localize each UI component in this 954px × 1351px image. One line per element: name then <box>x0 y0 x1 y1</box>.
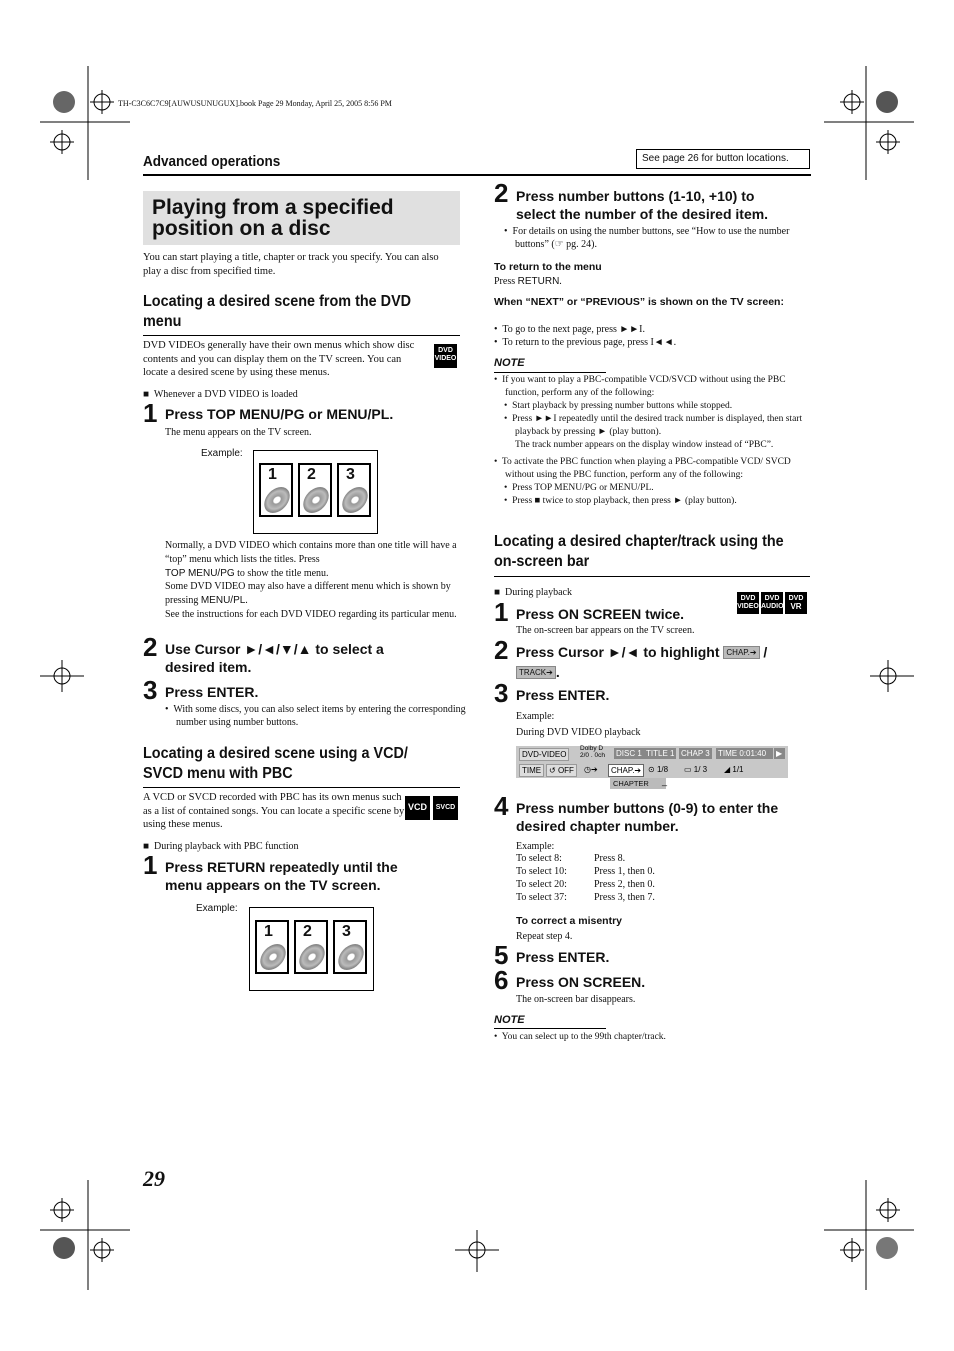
pbc-notes: • If you want to play a PBC-compatible VCD/SVCD without using the PBC function, perform any of the following: • Start playback by pressing number buttons while stopped. • Press ►►I repeatedly until the desired track number is displayed, then start playback by pressing ► (play button). The track number appears on the display window instead of “PBC”. • To activate the PBC function when playing a PBC-compatible VCD/ SVCD without using the PBC function, perform any of the following: • Press TOP MENU/PG or MENU/PL. • Press ■ twice to stop playback, then press ► (play button). <box>494 375 803 506</box>
osd-chap-select: CHAP.➔ <box>608 764 644 777</box>
osd-mode: DVD-VIDEO <box>519 748 569 761</box>
onscreen-note: • You can select up to the 99th chapter/track. <box>494 1032 666 1042</box>
track-chip: TRACK➔ <box>516 666 556 679</box>
os-step5-number: 5 <box>494 940 509 970</box>
osd-title: TITLE 1 <box>646 749 675 758</box>
disc-icon <box>257 944 289 970</box>
menu-card: 2 <box>294 920 328 974</box>
os-step6-number: 6 <box>494 965 509 995</box>
vcd-menu-desc: A VCD or SVCD recorded with PBC has its own menus such as a list of contained songs. You can locate a specific scene by using these menus. <box>143 792 405 830</box>
vcd-step1-number: 1 <box>143 850 158 880</box>
osd-angle-idx: ◢ 1/1 <box>724 765 744 774</box>
disc-icon <box>296 944 328 970</box>
example-row: To select 8: Press 8. <box>516 853 626 864</box>
onscreen-heading: Locating a desired chapter/track using the on-screen bar <box>494 533 784 570</box>
os-step3-number: 3 <box>494 678 509 708</box>
misentry-text: Repeat step 4. <box>516 931 573 942</box>
osd-repeat: ↺ OFF <box>546 764 577 777</box>
header-rule <box>143 174 811 176</box>
file-info: TH-C3C6C7C9[AUWUSUNUGUX].book Page 29 Monday, April 25, 2005 8:56 PM <box>118 99 392 108</box>
page-number: 29 <box>143 1166 165 1191</box>
dvd-step3-text: Press ENTER. <box>165 684 259 700</box>
osd-play-icon: ▶ <box>774 748 785 759</box>
vcd-step2-bullet: • For details on using the number buttons, see “How to use the number buttons” (☞ pg. 24). <box>504 226 790 250</box>
next-prev-title: When “NEXT” or “PREVIOUS” is shown on the TV screen: <box>494 296 784 308</box>
intro-text: You can start playing a title, chapter or track you specify. You can also play a disc from specified time. <box>143 252 439 277</box>
vcd-condition: ■ During playback with PBC function <box>143 841 299 852</box>
os-step2-text: Press Cursor ►/◄ to highlight CHAP.➔ / <box>516 644 768 660</box>
dvd-menu-heading: Locating a desired scene from the DVD menu <box>143 293 412 330</box>
dvd-step1-text: Press TOP MENU/PG or MENU/PL. <box>165 406 394 422</box>
osd-audio-idx: ⊙ 1/8 <box>648 765 669 774</box>
os-example-label: Example: <box>516 711 555 722</box>
osd-chap: CHAP 3 <box>681 749 710 758</box>
example-row: To select 10: Press 1, then 0. <box>516 866 655 877</box>
os-step5-text: Press ENTER. <box>516 949 610 965</box>
dvd-step2-number: 2 <box>143 632 158 662</box>
next-bullet: • To go to the next page, press ►►I. <box>494 324 646 335</box>
onscreen-condition: ■ During playback <box>494 587 572 598</box>
example-row: To select 37: Press 3, then 7. <box>516 892 655 903</box>
os-step4-text: Press number buttons (0-9) to enter the desired chapter number. <box>516 800 779 834</box>
os-step2-text-cont: TRACK➔ . <box>516 663 560 682</box>
dvd-example-menu <box>253 450 378 534</box>
note-rule <box>494 372 606 373</box>
onscreen-rule <box>494 576 810 577</box>
osd-row2-time: TIME <box>519 764 544 777</box>
os-step3-text: Press ENTER. <box>516 687 610 703</box>
osd-time: TIME 0:01:40 <box>716 748 773 759</box>
svcd-badge: SVCD <box>433 796 458 820</box>
misentry-title: To correct a misentry <box>516 915 623 927</box>
vcd-badge: VCD <box>405 796 430 820</box>
dvd-video-badge: DVD VIDEO <box>434 344 457 368</box>
menu-card: 1 <box>259 463 293 517</box>
dvd-step3-number: 3 <box>143 675 158 705</box>
osd-audio: Dolby D 2/0 . 0ch <box>580 745 605 759</box>
dvd-step3-bullet: • With some discs, you can also select items by entering the corresponding number using number buttons. <box>165 704 466 728</box>
vcd-menu-heading: Locating a desired scene using a VCD/ SVCD menu with PBC <box>143 745 408 782</box>
osd-disc: DISC 1 <box>616 749 642 758</box>
osd-sub-idx: ▭ 1/ 3 <box>684 765 708 774</box>
os-example-sub: During DVD VIDEO playback <box>516 727 641 738</box>
os-step1-number: 1 <box>494 597 509 627</box>
menu-card: 2 <box>298 463 332 517</box>
dvd-normally-text: Normally, a DVD VIDEO which contains more than one title will have a “top” menu which lists the titles. Press TOP MENU/PG to show the title menu. Some DVD VIDEO may also have a different menu which is shown by pressing MENU/PL. See the instructions for each DVD VIDEO regarding its particular menu. <box>165 540 457 620</box>
dvd-menu-desc: DVD VIDEOs generally have their own menus which show disc contents and you can display them on the TV screen. You can locate a desired scene by using these menus. <box>143 340 415 378</box>
disc-icon <box>261 487 293 513</box>
button-locations-note: See page 26 for button locations. <box>636 149 810 169</box>
dvd-step1-note: The menu appears on the TV screen. <box>165 427 312 438</box>
os-step1-text: Press ON SCREEN twice. <box>516 606 685 622</box>
dvd-audio-badge: DVD AUDIO <box>761 592 783 614</box>
page-title: Playing from a specified position on a disc <box>152 196 394 240</box>
dvd-example-label: Example: <box>201 448 243 459</box>
dvd-step1-number: 1 <box>143 398 158 428</box>
menu-card: 3 <box>337 463 371 517</box>
osd-chapter-popup: CHAPTER <box>610 778 666 789</box>
osd-timer-icon: ◷➔ <box>584 765 598 774</box>
os-example-table <box>516 852 655 904</box>
page-title-box <box>143 191 460 245</box>
disc-icon <box>335 944 367 970</box>
note-rule-2 <box>494 1028 606 1029</box>
menu-card: 1 <box>255 920 289 974</box>
example-row: To select 20: Press 2, then 0. <box>516 879 655 890</box>
os-step6-text: Press ON SCREEN. <box>516 974 646 990</box>
on-screen-bar <box>516 746 788 778</box>
os-step6-note: The on-screen bar disappears. <box>516 994 636 1005</box>
disc-icon <box>339 487 371 513</box>
vcd-step2-number: 2 <box>494 178 509 208</box>
vcd-example-menu <box>249 907 374 991</box>
os-step2-number: 2 <box>494 635 509 665</box>
return-title: To return to the menu <box>494 261 602 273</box>
note-label: NOTE <box>494 357 525 369</box>
os-step4-number: 4 <box>494 791 509 821</box>
osd-cursor: _ <box>662 776 668 786</box>
os-ex2-label: Example: <box>516 841 555 852</box>
section-header: Advanced operations <box>143 153 281 170</box>
vcd-step2-text: Press number buttons (1-10, +10) to select the number of the desired item. <box>516 188 769 222</box>
vcd-step1-text: Press RETURN repeatedly until the menu appears on the TV screen. <box>165 859 398 893</box>
menu-card: 3 <box>333 920 367 974</box>
prev-bullet: • To return to the previous page, press I◄◄. <box>494 337 677 348</box>
vcd-menu-rule <box>143 787 460 788</box>
dvd-condition: ■ Whenever a DVD VIDEO is loaded <box>143 389 298 400</box>
return-text: Press RETURN. <box>494 276 562 287</box>
dvd-step2-text: Use Cursor ►/◄/▼/▲ to select a desired item. <box>165 641 384 675</box>
disc-icon <box>300 487 332 513</box>
os-step1-note: The on-screen bar appears on the TV screen. <box>516 625 695 636</box>
dvd-video-badge: DVD VIDEO <box>737 592 759 614</box>
note-label-2: NOTE <box>494 1014 525 1026</box>
dvd-menu-rule <box>143 335 460 336</box>
vcd-example-label: Example: <box>196 903 238 914</box>
dvd-vr-badge: DVD VR <box>785 592 807 614</box>
chap-chip: CHAP.➔ <box>723 646 759 659</box>
